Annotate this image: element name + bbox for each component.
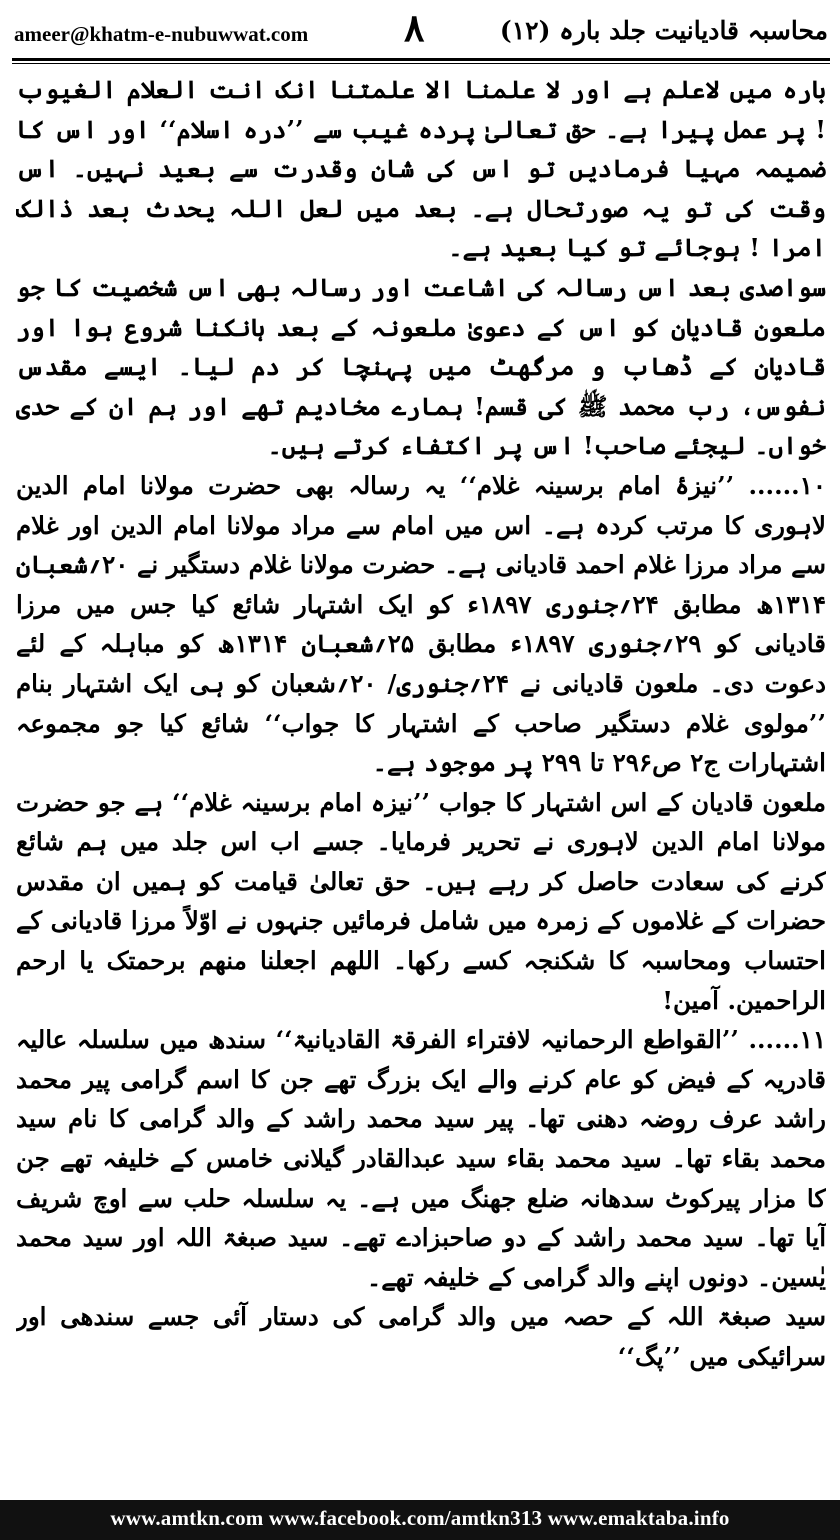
paragraph: ۱۰...... ’’نیزۂ امام برسینہ غلام‘‘ یہ رسالہ بھی حضرت مولانا امام الدین لاہوری کا مرتب کردہ ہے۔ اس میں امام سے مراد مولانا امام الدین اور غلام سے مراد مرزا غلام احمد قادیانی ہے۔ حضرت مولانا غلام دستگیر نے ۲۰؍شعبان ۱۳۱۴ھ مطابق ۲۴؍جنوری ۱۸۹۷ء کو ایک اشتہار شائع کیا جس میں مرزا قادیانی کو ۲۹؍جنوری ۱۸۹۷ء مطابق ۲۵؍شعبان ۱۳۱۴ھ کو مباہلہ کے لئے دعوت دی۔ ملعون قادیانی نے ۲۴؍جنوری/ ۲۰؍شعبان کو ہی ایک اشتہار بنام ’’مولوی غلام دستگیر صاحب کے اشتہار کا جواب‘‘ شائع کیا جو مجموعہ اشتہارات ج۲ ص۲۹۶ تا ۲۹۹ پر موجود ہے۔ — [16, 470, 826, 778]
book-title: محاسبہ قادیانیت جلد بارہ (۱۲) — [499, 16, 828, 45]
paragraph: بارہ میں لاعلم ہے اور لا علمنا الا علمتنا انک انت العلام الغیوب ! پر عمل پیرا ہے۔ حق تعالیٰ پردہ غیب سے ’’درہ اسلام‘‘ اور اس کا ضمیمہ مہیا فرمادیں تو اس کی شان وقدرت سے بعید نہیں۔ اس وقت کی تو یہ صورتحال ہے۔ بعد میں لعل اللہ یحدث بعد ذالک امرا ! ہوجائے تو کیا بعید ہے۔ — [16, 75, 826, 263]
paragraph: ملعون قادیان کے اس اشتہار کا جواب ’’نیزہ امام برسینہ غلام‘‘ ہے جو حضرت مولانا امام الدین لاہوری نے تحریر فرمایا۔ جسے اب اس جلد میں ہم شائع کرنے کی سعادت حاصل کر رہے ہیں۔ حق تعالیٰ قیامت کو ہمیں ان مقدس حضرات کے غلاموں کے زمرہ میں شامل فرمائیں جنہوں نے اوّلاً مرزا قادیانی کے احتساب ومحاسبہ کا شکنجہ کسے رکھا۔ اللھم اجعلنا منھم برحمتک یا ارحم الراحمین. آمین! — [16, 787, 826, 1015]
header-email: ameer@khatm-e-nubuwwat.com — [14, 22, 309, 46]
paragraph: سید صبغۃ اللہ کے حصہ میں والد گرامی کی دستار آئی جسے سندھی اور سرائیکی میں ’’پگ‘‘ — [16, 1302, 826, 1371]
header-rule-thin — [12, 63, 830, 64]
footer-links: www.amtkn.com www.facebook.com/amtkn313 www.emaktaba.info — [110, 1506, 730, 1530]
page-header — [0, 0, 840, 62]
page-number: ۸ — [404, 5, 425, 50]
paragraph: ۱۱...... ’’القواطع الرحمانیہ لافتراء الفرقۃ القادیانیۃ‘‘ سندھ میں سلسلہ عالیہ قادریہ کے فیض کو عام کرنے والے ایک بزرگ تھے جن کا اسم گرامی پیر محمد راشد عرف روضہ دھنی تھا۔ پیر سید محمد راشد کے والد گرامی کا نام سید محمد بقاء تھا۔ سید محمد بقاء سید عبدالقادر گیلانی خامس کے خلیفہ تھے جن کا مزار پیرکوٹ سدھانہ ضلع جھنگ میں ہے۔ یہ سلسلہ حلب سے اوچ شریف آیا تھا۔ سید محمد راشد کے دو صاحبزادے تھے۔ سید صبغۃ اللہ اور سید محمد یٰسین۔ دونوں اپنے والد گرامی کے خلیفہ تھے۔ — [16, 1025, 826, 1292]
header-rule — [12, 58, 830, 61]
paragraph: سواصدی بعد اس رسالہ کی اشاعت اور رسالہ بھی اس شخصیت کا جو ملعون قادیان کو اس کے دعویٰ ملعونہ کے بعد ہانکنا شروع ہوا اور قادیان کے ڈھاب و مرگھٹ میں پہنچا کر دم لیا۔ ایسے مقدس نفوس، رب محمد ﷺ کی قسم! ہمارے مخادیم تھے اور ہم ان کے حدی خواں۔ لیجئے صاحب! اس پر اکتفاء کرتے ہیں۔ — [16, 272, 826, 461]
page-body — [16, 70, 826, 1475]
